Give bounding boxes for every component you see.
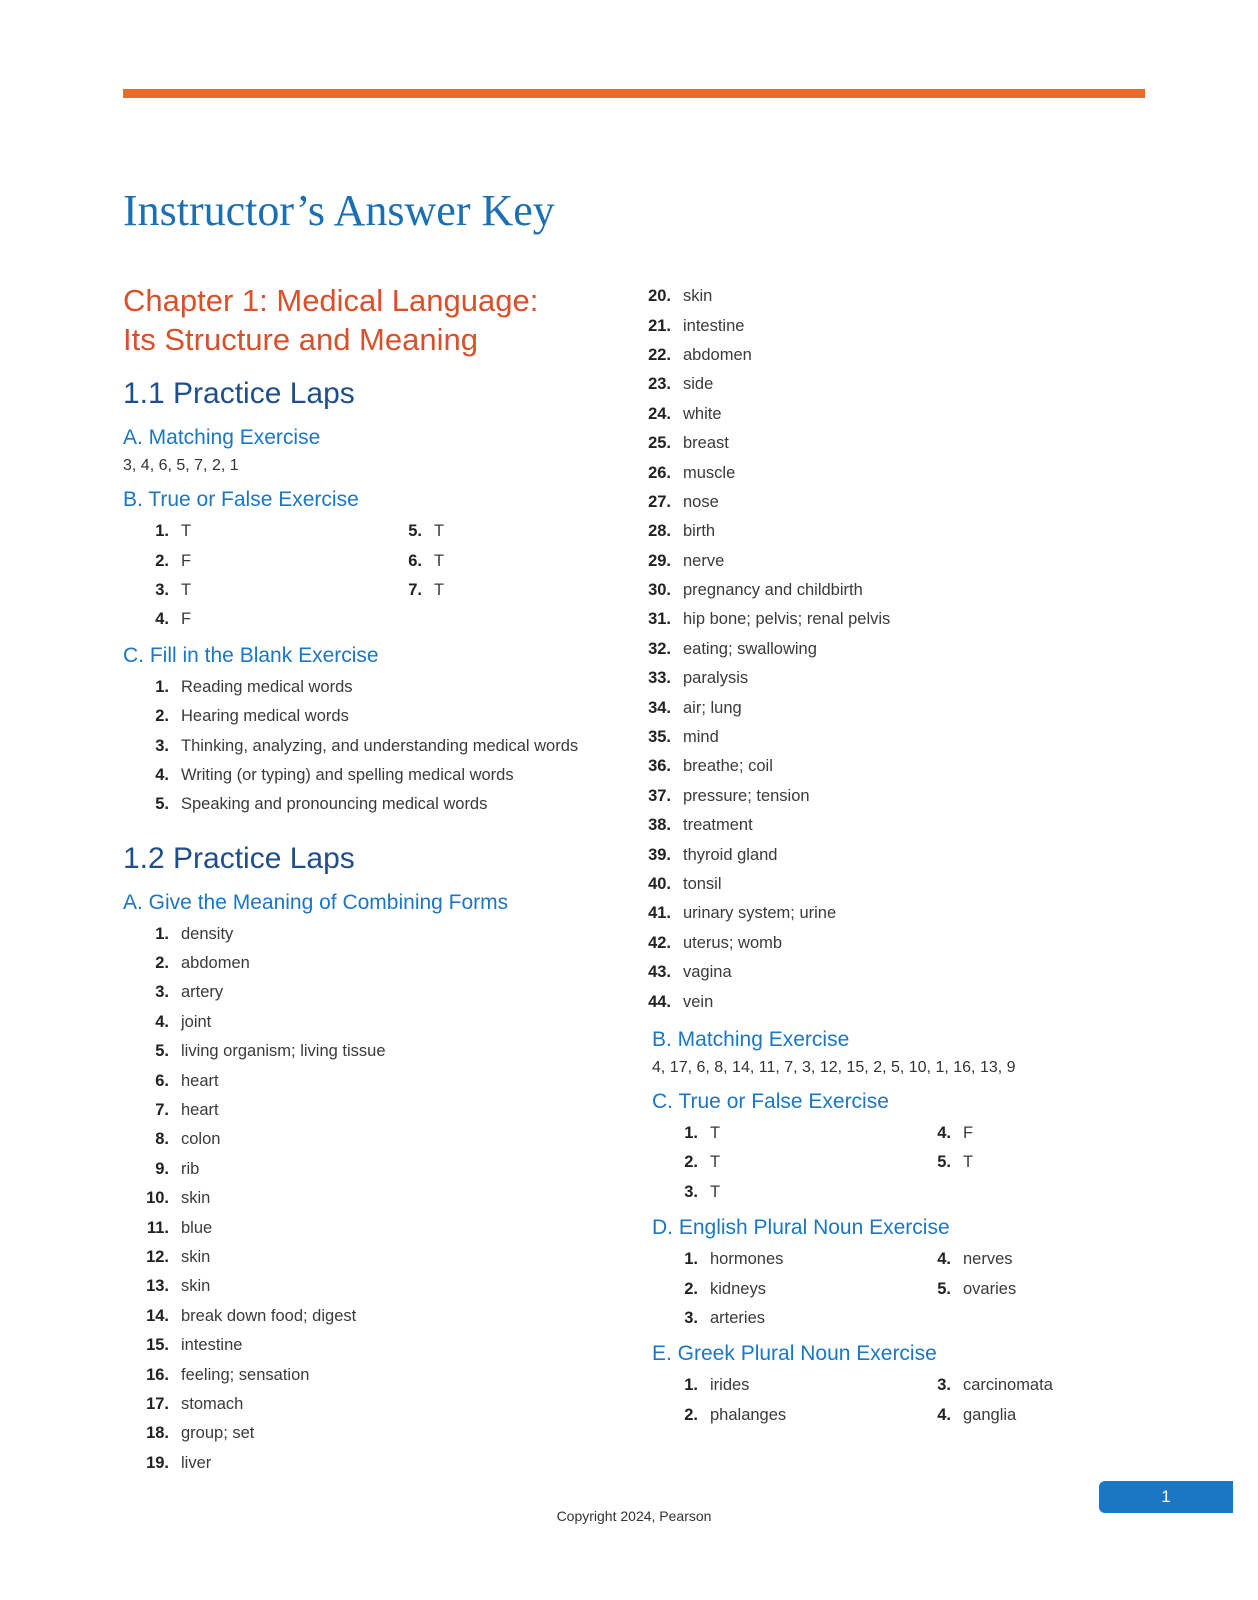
item-number: 31. bbox=[648, 610, 671, 629]
item-answer: Reading medical words bbox=[181, 677, 353, 696]
item-number: 7. bbox=[408, 580, 422, 599]
item-answer: thyroid gland bbox=[683, 845, 778, 864]
item-number: 26. bbox=[648, 463, 671, 482]
item-number: 2. bbox=[155, 707, 169, 726]
item-number: 37. bbox=[648, 786, 671, 805]
list-item bbox=[905, 1371, 1158, 1400]
item-number: 15. bbox=[146, 1336, 169, 1355]
item-number: 1. bbox=[684, 1250, 698, 1269]
item-number: 32. bbox=[648, 639, 671, 658]
item-answer: Speaking and pronouncing medical words bbox=[181, 795, 488, 814]
item-number: 11. bbox=[146, 1218, 169, 1237]
list-item bbox=[623, 811, 1152, 840]
item-answer: abdomen bbox=[683, 345, 752, 364]
list-item bbox=[623, 782, 1152, 811]
list-item bbox=[123, 1125, 623, 1154]
list-item bbox=[123, 731, 623, 760]
item-answer: urinary system; urine bbox=[683, 904, 837, 923]
item-number: 17. bbox=[146, 1394, 169, 1413]
list-item bbox=[123, 949, 623, 978]
item-number: 33. bbox=[648, 669, 671, 688]
list-item bbox=[623, 576, 1152, 605]
page-number-badge: 1 bbox=[1099, 1481, 1233, 1513]
item-answer: paralysis bbox=[683, 669, 749, 688]
list-item bbox=[623, 870, 1152, 899]
item-answer: stomach bbox=[181, 1394, 244, 1413]
left-column bbox=[123, 375, 623, 1486]
list-item bbox=[123, 1243, 623, 1272]
item-number: 9. bbox=[155, 1159, 169, 1178]
item-answer: group; set bbox=[181, 1424, 255, 1443]
exercise-1-1-c-list bbox=[123, 673, 623, 820]
exercise-1-1-a-heading: A. Matching Exercise bbox=[123, 426, 321, 449]
item-number: 3. bbox=[155, 580, 169, 599]
item-answer: T bbox=[434, 580, 445, 599]
section-1-1-heading: 1.1 Practice Laps bbox=[123, 377, 355, 410]
item-answer: F bbox=[963, 1123, 974, 1142]
exercise-1-1-c-heading: C. Fill in the Blank Exercise bbox=[123, 643, 379, 667]
item-number: 5. bbox=[155, 795, 169, 814]
list-item bbox=[623, 723, 1152, 752]
item-number: 2. bbox=[684, 1153, 698, 1172]
list-item bbox=[123, 702, 623, 731]
item-number: 22. bbox=[648, 345, 671, 364]
list-item bbox=[905, 1245, 1158, 1274]
item-answer: heart bbox=[181, 1071, 219, 1090]
list-item bbox=[623, 958, 1152, 987]
exercise-1-2-a-list bbox=[123, 920, 623, 1478]
list-item bbox=[905, 1148, 1158, 1177]
item-number: 1. bbox=[155, 522, 169, 541]
list-item bbox=[123, 605, 376, 634]
item-answer: nose bbox=[683, 492, 719, 511]
item-answer: Thinking, analyzing, and understanding medical words bbox=[181, 736, 579, 755]
item-answer: nerves bbox=[963, 1250, 1013, 1269]
list-item bbox=[123, 1360, 623, 1389]
item-number: 35. bbox=[648, 728, 671, 747]
item-number: 4. bbox=[937, 1123, 951, 1142]
item-number: 4. bbox=[155, 1012, 169, 1031]
list-item bbox=[623, 458, 1152, 487]
item-answer: intestine bbox=[683, 316, 745, 335]
list-item bbox=[123, 1331, 623, 1360]
item-number: 1. bbox=[684, 1376, 698, 1395]
item-answer: T bbox=[963, 1153, 974, 1172]
item-number: 4. bbox=[937, 1405, 951, 1424]
list-item bbox=[123, 1419, 623, 1448]
list-item bbox=[623, 547, 1152, 576]
item-number: 40. bbox=[648, 875, 671, 893]
item-number: 10. bbox=[146, 1189, 169, 1208]
exercise-1-2-c-list bbox=[652, 1119, 1152, 1207]
item-number: 28. bbox=[648, 522, 671, 541]
item-answer: skin bbox=[683, 287, 713, 306]
list-item bbox=[623, 370, 1152, 399]
item-number: 4. bbox=[155, 765, 169, 784]
item-number: 20. bbox=[648, 287, 671, 306]
item-answer: liver bbox=[181, 1453, 212, 1472]
item-answer: mind bbox=[683, 728, 719, 747]
item-number: 8. bbox=[155, 1130, 169, 1149]
item-number: 6. bbox=[155, 1071, 169, 1090]
item-number: 2. bbox=[155, 954, 169, 973]
item-number: 27. bbox=[648, 492, 671, 511]
item-number: 3. bbox=[684, 1308, 698, 1327]
item-answer: uterus; womb bbox=[683, 933, 783, 952]
item-answer: abdomen bbox=[181, 954, 250, 973]
list-item bbox=[123, 1213, 623, 1242]
item-answer: vagina bbox=[683, 963, 732, 982]
list-item bbox=[123, 1066, 623, 1095]
list-item bbox=[623, 429, 1152, 458]
list-item bbox=[623, 752, 1152, 781]
list-item bbox=[652, 1371, 905, 1400]
item-answer: living organism; living tissue bbox=[181, 1042, 386, 1061]
list-item bbox=[623, 282, 1152, 311]
list-item bbox=[623, 664, 1152, 693]
item-number: 1. bbox=[684, 1123, 698, 1142]
item-number: 4. bbox=[937, 1250, 951, 1269]
list-item bbox=[623, 987, 1152, 1016]
list-item bbox=[652, 1304, 905, 1333]
item-answer: hormones bbox=[710, 1250, 784, 1269]
exercise-1-2-c-heading: C. True or False Exercise bbox=[652, 1089, 889, 1113]
item-answer: pressure; tension bbox=[683, 786, 810, 805]
item-number: 7. bbox=[155, 1101, 169, 1120]
item-answer: T bbox=[710, 1123, 721, 1142]
item-number: 4. bbox=[155, 610, 169, 629]
item-number: 2. bbox=[684, 1405, 698, 1424]
item-answer: skin bbox=[181, 1277, 211, 1296]
item-answer: irides bbox=[710, 1376, 750, 1395]
exercise-1-2-a-heading: A. Give the Meaning of Combining Forms bbox=[123, 890, 509, 914]
list-item bbox=[905, 1119, 1158, 1148]
item-answer: kidneys bbox=[710, 1279, 766, 1298]
list-item bbox=[123, 1302, 623, 1331]
item-number: 12. bbox=[146, 1248, 169, 1266]
chapter-title-line2: Its Structure and Meaning bbox=[123, 322, 478, 357]
list-item bbox=[123, 576, 376, 605]
list-item bbox=[123, 920, 623, 949]
list-item bbox=[652, 1119, 905, 1148]
item-number: 2. bbox=[684, 1279, 698, 1298]
list-item bbox=[123, 673, 623, 702]
item-number: 29. bbox=[648, 551, 671, 570]
item-answer: Hearing medical words bbox=[181, 707, 349, 726]
item-answer: breast bbox=[683, 434, 729, 453]
list-item bbox=[376, 517, 629, 546]
section-1-2-heading: 1.2 Practice Laps bbox=[123, 841, 355, 875]
item-number: 19. bbox=[146, 1453, 169, 1472]
item-answer: pregnancy and childbirth bbox=[683, 581, 863, 600]
item-answer: heart bbox=[181, 1101, 219, 1120]
list-item bbox=[123, 1037, 623, 1066]
item-number: 30. bbox=[648, 581, 671, 600]
list-item bbox=[623, 488, 1152, 517]
item-answer: eating; swallowing bbox=[683, 639, 817, 658]
item-answer: breathe; coil bbox=[683, 757, 773, 776]
exercise-1-2-a-list-continued bbox=[623, 282, 1152, 1017]
list-item bbox=[376, 546, 629, 575]
list-item bbox=[123, 546, 376, 575]
list-item bbox=[652, 1178, 905, 1207]
item-number: 13. bbox=[146, 1277, 169, 1296]
list-item bbox=[652, 1274, 905, 1303]
list-item bbox=[623, 840, 1152, 869]
item-answer: T bbox=[181, 580, 192, 599]
list-item bbox=[123, 1096, 623, 1125]
item-answer: nerve bbox=[683, 551, 725, 570]
list-item bbox=[652, 1401, 905, 1430]
list-item bbox=[123, 1155, 623, 1184]
copyright-footer: Copyright 2024, Pearson bbox=[556, 1508, 712, 1524]
item-number: 41. bbox=[648, 904, 671, 923]
exercise-1-2-b-answers: 4, 17, 6, 8, 14, 11, 7, 3, 12, 15, 2, 5, 10, 1, 16, 13, 9 bbox=[652, 1058, 1016, 1076]
list-item bbox=[623, 605, 1152, 634]
list-item bbox=[623, 929, 1152, 958]
item-answer: T bbox=[181, 522, 192, 541]
item-answer: F bbox=[181, 610, 192, 629]
item-answer: birth bbox=[683, 522, 716, 541]
list-item bbox=[123, 1390, 623, 1419]
list-item bbox=[623, 400, 1152, 429]
item-answer: phalanges bbox=[710, 1405, 787, 1424]
exercise-1-2-d-list bbox=[652, 1245, 1152, 1333]
item-answer: skin bbox=[181, 1189, 211, 1208]
item-answer: white bbox=[683, 404, 722, 423]
item-answer: treatment bbox=[683, 816, 753, 835]
item-number: 24. bbox=[648, 404, 671, 423]
item-answer: T bbox=[710, 1153, 721, 1172]
item-answer: side bbox=[683, 375, 714, 394]
exercise-1-1-a-answers: 3, 4, 6, 5, 7, 2, 1 bbox=[123, 457, 239, 474]
right-column bbox=[648, 282, 1152, 1438]
list-item bbox=[623, 517, 1152, 546]
accent-bar bbox=[123, 89, 1145, 98]
list-item bbox=[123, 761, 623, 790]
item-answer: ovaries bbox=[963, 1279, 1017, 1298]
item-number: 34. bbox=[648, 698, 671, 717]
item-answer: artery bbox=[181, 983, 224, 1002]
item-answer: break down food; digest bbox=[181, 1306, 357, 1325]
item-number: 38. bbox=[648, 816, 671, 835]
exercise-1-2-d-heading: D. English Plural Noun Exercise bbox=[652, 1215, 950, 1239]
item-answer: T bbox=[434, 522, 445, 541]
item-answer: ganglia bbox=[963, 1405, 1017, 1424]
item-answer: hip bone; pelvis; renal pelvis bbox=[683, 610, 891, 629]
item-number: 25. bbox=[648, 434, 671, 453]
list-item bbox=[123, 790, 623, 819]
exercise-1-2-b-heading: B. Matching Exercise bbox=[652, 1027, 850, 1051]
item-answer: air; lung bbox=[683, 698, 742, 717]
item-answer: joint bbox=[181, 1012, 212, 1031]
list-item bbox=[123, 1184, 623, 1213]
list-item bbox=[123, 517, 376, 546]
item-answer: arteries bbox=[710, 1308, 766, 1327]
item-number: 3. bbox=[684, 1182, 698, 1201]
item-number: 42. bbox=[648, 933, 671, 952]
item-number: 3. bbox=[937, 1376, 951, 1395]
item-answer: Writing (or typing) and spelling medical words bbox=[181, 765, 514, 784]
list-item bbox=[623, 311, 1152, 340]
list-item bbox=[623, 693, 1152, 722]
item-answer: tonsil bbox=[683, 875, 722, 893]
item-answer: feeling; sensation bbox=[181, 1365, 310, 1384]
item-number: 6. bbox=[408, 551, 422, 570]
item-answer: vein bbox=[683, 992, 714, 1011]
item-number: 5. bbox=[937, 1153, 951, 1172]
item-number: 18. bbox=[146, 1424, 169, 1443]
item-number: 2. bbox=[155, 551, 169, 570]
exercise-1-1-b-list bbox=[123, 517, 623, 635]
item-number: 14. bbox=[146, 1306, 169, 1325]
item-number: 3. bbox=[155, 736, 169, 755]
list-item bbox=[123, 978, 623, 1007]
item-answer: skin bbox=[181, 1248, 211, 1266]
item-number: 5. bbox=[937, 1279, 951, 1298]
list-item bbox=[623, 899, 1152, 928]
item-answer: T bbox=[434, 551, 445, 570]
list-item bbox=[123, 1008, 623, 1037]
list-item bbox=[623, 341, 1152, 370]
exercise-1-2-e-heading: E. Greek Plural Noun Exercise bbox=[652, 1342, 937, 1366]
item-number: 3. bbox=[155, 983, 169, 1002]
chapter-title-line1: Chapter 1: Medical Language: bbox=[123, 283, 539, 318]
item-answer: density bbox=[181, 924, 234, 943]
item-answer: carcinomata bbox=[963, 1376, 1053, 1395]
list-item bbox=[623, 635, 1152, 664]
item-number: 36. bbox=[648, 757, 671, 776]
list-item bbox=[376, 576, 629, 605]
exercise-1-1-b-heading: B. True or False Exercise bbox=[123, 488, 359, 511]
list-item bbox=[652, 1148, 905, 1177]
item-number: 5. bbox=[408, 522, 422, 541]
item-number: 5. bbox=[155, 1042, 169, 1061]
exercise-1-2-e-list bbox=[652, 1371, 1152, 1430]
item-number: 39. bbox=[648, 845, 671, 864]
item-number: 16. bbox=[146, 1365, 169, 1384]
item-answer: rib bbox=[181, 1159, 200, 1178]
item-answer: intestine bbox=[181, 1336, 243, 1355]
item-answer: blue bbox=[181, 1218, 213, 1237]
item-number: 21. bbox=[648, 316, 671, 335]
item-answer: colon bbox=[181, 1130, 221, 1149]
item-answer: F bbox=[181, 551, 192, 570]
list-item bbox=[123, 1272, 623, 1301]
item-number: 1. bbox=[155, 677, 169, 696]
item-number: 43. bbox=[648, 963, 671, 982]
list-item bbox=[905, 1401, 1158, 1430]
item-number: 1. bbox=[155, 924, 169, 943]
item-answer: muscle bbox=[683, 463, 736, 482]
item-number: 44. bbox=[648, 992, 671, 1011]
list-item bbox=[123, 1449, 623, 1478]
list-item bbox=[905, 1274, 1158, 1303]
page-title: Instructor’s Answer Key bbox=[123, 186, 555, 235]
chapter-title bbox=[123, 281, 643, 359]
item-answer: T bbox=[710, 1182, 721, 1201]
item-number: 23. bbox=[648, 375, 671, 394]
list-item bbox=[652, 1245, 905, 1274]
